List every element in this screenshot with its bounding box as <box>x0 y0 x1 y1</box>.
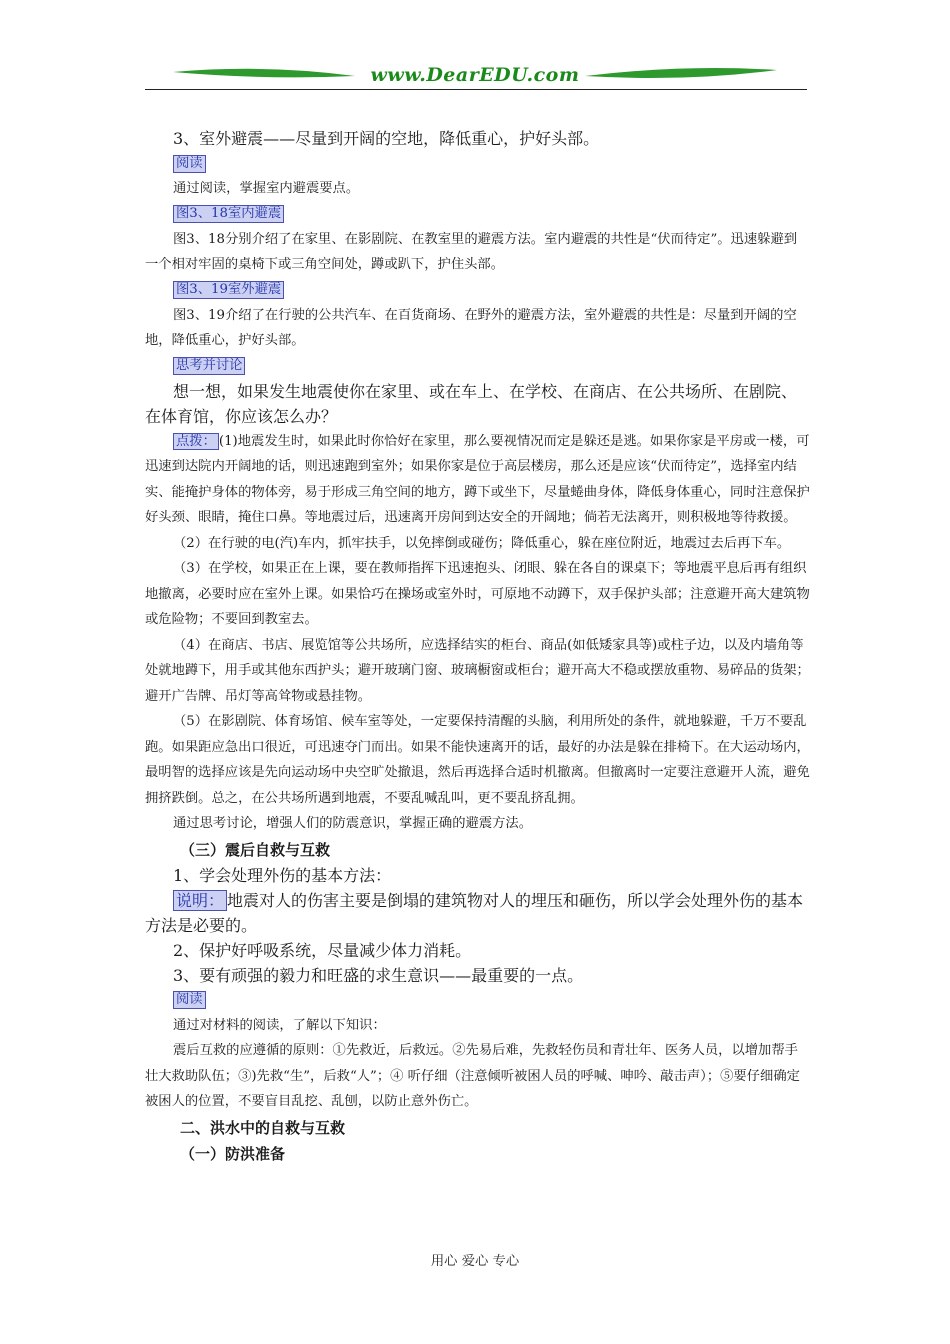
paragraph-text: 地震对人的伤害主要是倒塌的建筑物对人的埋压和砸伤，所以学会处理外伤的基本方法是必要的。 <box>145 890 804 935</box>
paragraph: 2、保护好呼吸系统，尽量减少体力消耗。 <box>173 940 472 960</box>
section-tag: 阅读 <box>173 991 206 1009</box>
paragraph: （4）在商店、书店、展览馆等公共场所，应选择结实的柜台、商品(如低矮家具等)或柱子边，以及内墙角等处就地蹲下，用手或其他东西护头；避开玻璃门窗、玻璃橱窗或柜台；避开高大不稳或摆放重物、易碎品的货架；避开广告牌、吊灯等高耸物或悬挂物。 <box>145 637 810 704</box>
paragraph: 3、要有顽强的毅力和旺盛的求生意识——最重要的一点。 <box>173 965 584 985</box>
paragraph <box>145 888 810 938</box>
paragraph: 震后互救的应遵循的原则：①先救近，后救远。②先易后难，先救轻伤员和青壮年、医务人员，以增加帮手壮大救助队伍；③)先救“生”，后救“人”；④ 听仔细（注意倾听被困人员的呼喊、呻吟、敲击声）；⑤要仔细确定被困人的位置，不要盲目乱挖、乱刨，以防止意外伤亡。 <box>145 1043 800 1109</box>
section-heading: （三）震后自救与互救 <box>180 840 331 859</box>
section-tag: 图3、18室内避震 <box>173 205 284 223</box>
paragraph: 想一想，如果发生地震使你在家里、或在车上、在学校、在商店、在公共场所、在剧院、在体育馆，你应该怎么办？ <box>145 381 798 426</box>
document-body <box>145 126 810 1167</box>
paragraph <box>145 429 810 531</box>
section-tag-row <box>145 202 810 227</box>
section-tag-row <box>145 354 810 379</box>
site-logo[interactable]: www.DearEDU.com <box>370 64 580 86</box>
header-divider <box>145 89 807 90</box>
page-footer: 用心 爱心 专心 <box>430 1254 520 1269</box>
section-heading: （一）防洪准备 <box>180 1144 286 1163</box>
page-header <box>145 62 807 92</box>
section-tag: 思考并讨论 <box>173 357 245 375</box>
inline-tag: 说明： <box>173 890 227 911</box>
paragraph: （3）在学校，如果正在上课，要在教师指挥下迅速抱头、闭眼、躲在各自的课桌下；等地震平息后再有组织地撤离，必要时应在室外上课。如果恰巧在操场或室外时，可原地不动蹲下，双手保护头部；注意避开高大建筑物或危险物；不要回到教室去。 <box>145 561 810 627</box>
paragraph: 图3、19介绍了在行驶的公共汽车、在百货商场、在野外的避震方法，室外避震的共性是：尽量到开阔的空地，降低重心，护好头部。 <box>145 307 797 348</box>
section-tag-row <box>145 151 810 176</box>
paragraph: 通过对材料的阅读，了解以下知识： <box>173 1017 386 1033</box>
paragraph: 1、学会处理外伤的基本方法： <box>173 865 392 885</box>
inline-tag: 点拨： <box>173 433 219 450</box>
section-heading: 二、洪水中的自救与互救 <box>180 1118 346 1137</box>
paragraph: 通过阅读，掌握室内避震要点。 <box>173 181 360 196</box>
section-tag-row <box>145 988 810 1013</box>
paragraph: 图3、18分别介绍了在家里、在影剧院、在教室里的避震方法。室内避震的共性是“伏而待定”。迅速躲避到一个相对牢固的桌椅下或三角空间处，蹲或趴下，护住头部。 <box>145 231 798 272</box>
section-tag: 图3、19室外避震 <box>173 281 284 299</box>
paragraph: （5）在影剧院、体育场馆、候车室等处，一定要保持清醒的头脑，利用所处的条件，就地躲避，千万不要乱跑。如果距应急出口很近，可迅速夺门而出。如果不能快速离开的话，最好的办法是躲在排椅下。在大运动场内，最明智的选择应该是先向运动场中央空旷处撤退，然后再选择合适时机撤离。但撤离时一定要注意避开人流，避免拥挤跌倒。总之，在公共场所遇到地震，不要乱喊乱叫，更不要乱挤乱拥。 <box>145 714 810 806</box>
section-tag: 阅读 <box>173 155 206 173</box>
paragraph-text: (1)地震发生时，如果此时你恰好在家里，那么要视情况而定是躲还是逃。如果你家是平房或一楼，可迅速到达院内开阔地的话，则迅速跑到室外；如果你家是位于高层楼房，那么还是应该“伏而待定”，选择室内结实、能掩护身体的物体旁，易于形成三角空间的地方，蹲下或坐下，尽量蜷曲身体，降低身体重心，同时注意保护好头颈、眼睛，掩住口鼻。等地震过后，迅速离开房间到达安全的开阔地；倘若无法离开，则积极地等待救援。 <box>145 433 810 525</box>
paragraph: 3、室外避震——尽量到开阔的空地，降低重心，护好头部。 <box>173 129 600 148</box>
section-tag-row <box>145 278 810 303</box>
paragraph: （2）在行驶的电(汽)车内，抓牢扶手，以免摔倒或碰伤；降低重心，躲在座位附近，地震过去后再下车。 <box>173 535 791 551</box>
paragraph: 通过思考讨论，增强人们的防震意识，掌握正确的避震方法。 <box>173 816 533 831</box>
